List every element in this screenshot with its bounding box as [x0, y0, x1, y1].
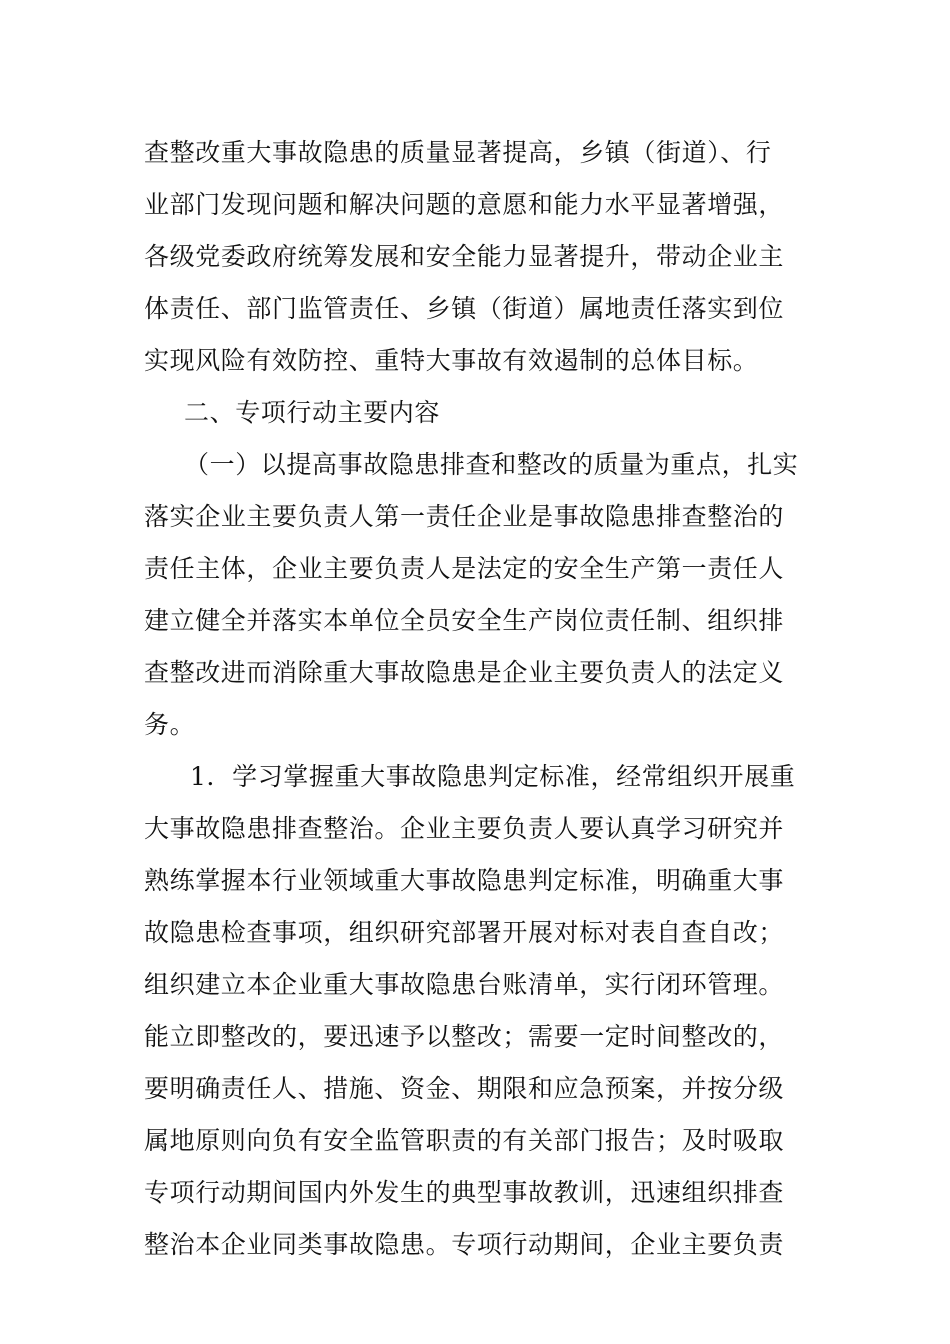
paragraph-line: 属地原则向负有安全监管职责的有关部门报告；及时吸取 [144, 1126, 785, 1155]
paragraph-line: 专项行动期间国内外发生的典型事故教训，迅速组织排查 [144, 1178, 785, 1207]
paragraph-line: 整治本企业同类事故隐患。专项行动期间，企业主要负责 [144, 1230, 785, 1259]
paragraph-line: 要明确责任人、措施、资金、期限和应急预案，并按分级 [144, 1074, 785, 1103]
paragraph-line: 熟练掌握本行业领域重大事故隐患判定标准，明确重大事 [144, 866, 785, 895]
paragraph-line: 各级党委政府统筹发展和安全能力显著提升，带动企业主 [144, 242, 785, 271]
paragraph-line: 落实企业主要负责人第一责任企业是事故隐患排查整治的 [144, 502, 785, 531]
paragraph-line: 业部门发现问题和解决问题的意愿和能力水平显著增强， [144, 190, 785, 219]
paragraph-line: 体责任、部门监管责任、乡镇（街道）属地责任落实到位 [144, 294, 785, 323]
paragraph-line: 查整改进而消除重大事故隐患是企业主要负责人的法定义 [144, 658, 785, 687]
numbered-item: 1．学习掌握重大事故隐患判定标准，经常组织开展重 [190, 762, 796, 791]
paragraph-line: 大事故隐患排查整治。企业主要负责人要认真学习研究并 [144, 814, 785, 843]
paragraph-line: 能立即整改的，要迅速予以整改；需要一定时间整改的， [144, 1022, 785, 1051]
paragraph-line: 责任主体，企业主要负责人是法定的安全生产第一责任人 [144, 554, 785, 583]
section-heading: 二、专项行动主要内容 [184, 398, 441, 427]
paragraph-line: 故隐患检查事项，组织研究部署开展对标对表自查自改； [144, 918, 785, 947]
paragraph-line: 实现风险有效防控、重特大事故有效遏制的总体目标。 [144, 346, 759, 375]
paragraph-line: 查整改重大事故隐患的质量显著提高，乡镇（街道）、行 [144, 138, 772, 167]
paragraph-line: 建立健全并落实本单位全员安全生产岗位责任制、组织排 [144, 606, 785, 635]
paragraph-line: 务。 [144, 710, 196, 739]
subsection-heading: （一）以提高事故隐患排查和整改的质量为重点，扎实 [184, 450, 799, 479]
paragraph-line: 组织建立本企业重大事故隐患台账清单，实行闭环管理。 [144, 970, 785, 999]
